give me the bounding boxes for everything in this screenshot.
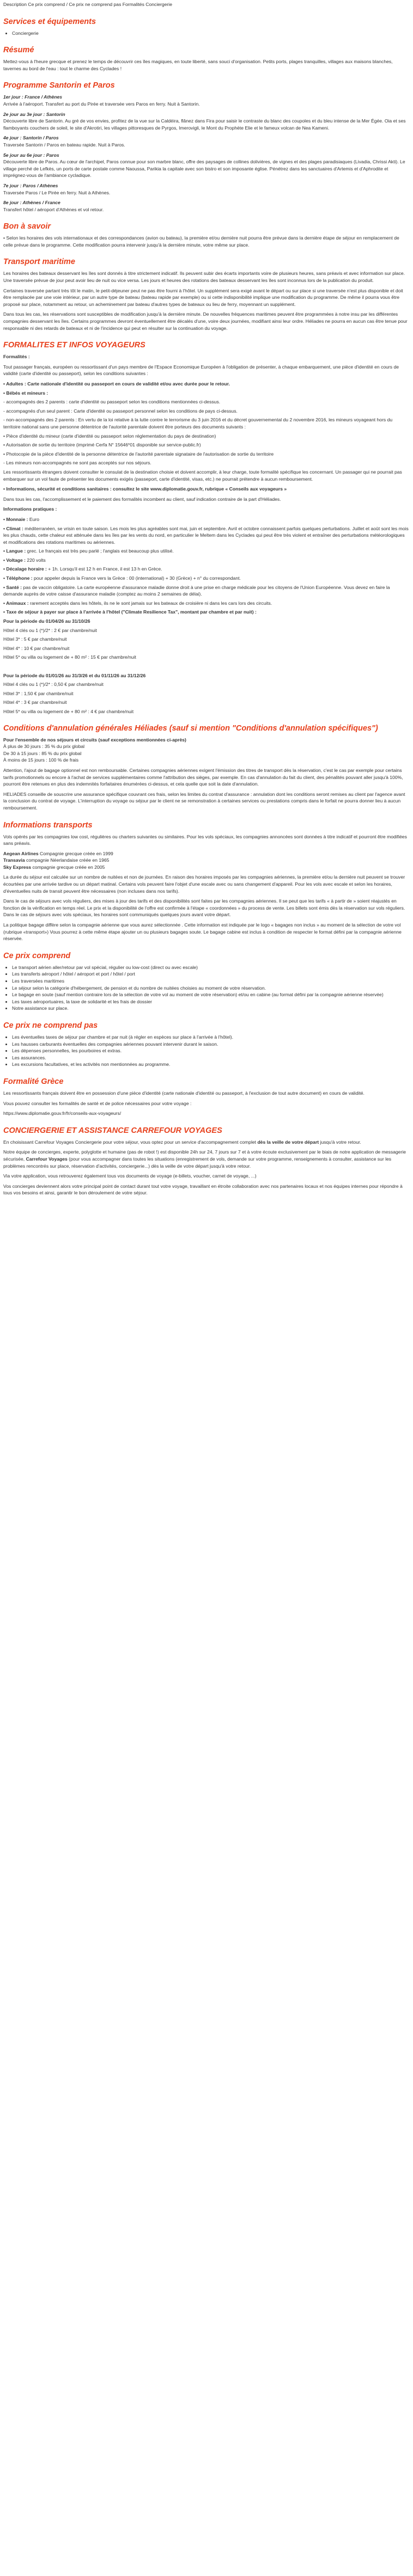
document (0, 0, 413, 1211)
pratiques-label: • Téléphone : (3, 575, 33, 581)
annulation-text (3, 767, 410, 812)
programme-day-title: 2e jour au 3e jour : Santorin (3, 111, 65, 117)
pratiques-title: Informations pratiques : (3, 506, 57, 512)
pratiques-item (3, 663, 410, 670)
bon-savoir-item: • Selon les horaires des vols internationaux et des correspondances (avion ou bateau), la première et/ou dernière nuit pourra être prévue dans la dernière étape de séjour en remplacement de celle prévue dans le programme. Cette modification pourra intervenir jusqu'à la dernière minute, votre même sur place. (3, 235, 399, 248)
pratiques-item: Hôtel 4 clés ou 1 (*)/2* : 0,50 € par chambre/nuit (3, 682, 104, 688)
formalites-list (3, 381, 410, 467)
services-list (3, 30, 410, 37)
annulation-paragraph: HELIADES conseille de souscrire une assurance spécifique couvrant ces frais, selon les limites du contrat d'assurance : annulation dont les conditions seront remises au client par l'agence avant la conclusion du contrat de voyage. L'interruption du voyage ou séjour par le client ne se remonstration à certaines services ou prestations compris dans le forfait ne pourra donner lieu à aucun remboursement. (3, 791, 405, 811)
airline-name: Sky Express (3, 864, 32, 870)
transport-paragraph: Les horaires des bateaux desservant les îles sont donnés à titre strictement indicatif. Ils peuvent subir des écarts importants voire de plusieurs heures, sans préavis et avec information sur place. Une traversée prévue de jour peut avoir lieu de nuit ou vice versa. Les jours et heures des rotations des bateaux desservant les îles sont inconnus lors de la publication du produit. (3, 271, 405, 284)
formalites-item: - accompagnés des 2 parents : carte d'identité ou passeport selon les conditions mentionnées ci-dessus. (3, 399, 221, 405)
tab-links[interactable]: Description Ce prix comprend / Ce prix ne comprend pas Formalités Conciergerie (3, 2, 172, 7)
pratiques-item: • Langue : grec. Le français est très peu parlé ; l'anglais est beaucoup plus utilisé. (3, 548, 174, 554)
transport-info-text (3, 833, 410, 942)
formalites-paragraph: Tout passager français, européen ou ressortissant d'un pays membre de l'Espace Economique Européen à l'obligation de présenter, à chaque embarquement, une pièce d'identité en cours de validité (carte d'identité ou passeport), selon les conditions suivantes : (3, 364, 399, 377)
pratiques-label: • Taxe de séjour à payer sur place à l'arrivée à l'hôtel ("Climate Resilience Tax", montant par chambre et par nuit) : (3, 609, 257, 615)
programme-day-title: 8e jour : Athènes / France (3, 200, 60, 206)
prix-ne-comprend-item: • Les dépenses personnelles, les pourboires et extras. (12, 1047, 410, 1054)
pratiques-item: Hôtel 5* ou villa ou logement de + 80 m² : 4 € par chambre/nuit (3, 708, 134, 714)
programme-day (3, 152, 410, 179)
transport-title: Transport maritime (3, 257, 75, 267)
airline-list (3, 850, 410, 871)
programme-day-text: Traversée Paros / Le Pirée en ferry. Nuit à Athènes. (3, 189, 111, 195)
pratiques-item: Pour la période du 01/04/26 au 31/10/26 (3, 618, 90, 624)
formalites-text2 (3, 469, 410, 502)
pratiques-item: • Santé : pas de vaccin obligatoire. La carte européenne d'assurance maladie donne droit à une prise en charge médicale pour les citoyens de l'Union Européenne. Vous devez en faire la demande auprès de votre caisse d'assurance maladie (comptez au moins 2 semaines de délai). (3, 584, 390, 597)
bon-savoir-list (3, 235, 410, 248)
formalite-paragraph: Les ressortissants français doivent être en possession d'une pièce d'identité (carte nationale d'identité ou passeport, à l'exclusion de tout autre document) en cours de validité. (3, 1090, 365, 1096)
pratiques-item: • Voltage : 220 volts (3, 557, 46, 563)
pratiques-label: • Animaux : (3, 600, 29, 606)
transport-info-paragraph: La politique bagage diffère selon la compagnie aérienne que vous aurez sélectionnée . Cette information est indiquée par le logo « bagages non inclus » au moment de la sélection de votre vol (rubrique «transport») Vous pourrez à cette même étape ajouter un ou plusieurs bagages soute. Le bagage cabine est inclus à condition de respecter le format défini par la compagnie aérienne réservée. (3, 922, 402, 942)
formalite-grece-title: Formalité Grèce (3, 1077, 64, 1086)
formalite-paragraph: Vous pouvez consulter les formalités de santé et de police nécessaires pour votre voyage : (3, 1100, 192, 1106)
pratiques-item: Hôtel 3* : 5 € par chambre/nuit (3, 636, 67, 642)
prix-comprend-title: Ce prix comprend (3, 951, 71, 960)
pratiques-item (3, 609, 410, 616)
pratiques-label: • Décalage horaire : (3, 566, 47, 572)
prix-ne-comprend-title: Ce prix ne comprend pas (3, 1021, 98, 1030)
programme-day (3, 111, 410, 132)
pratiques-item: • Monnaie : Euro (3, 516, 40, 522)
prix-comprend-item: • Les traversées maritimes (12, 978, 410, 985)
services-item: • Conciergerie (12, 30, 410, 37)
pratiques-list (3, 516, 410, 715)
annulation-line: À moins de 15 jours : 100 % de frais (3, 757, 79, 763)
annulation-line: De 30 à 15 jours : 85 % du prix global (3, 750, 82, 756)
formalites-subtitle: Formalités : (3, 354, 30, 360)
prix-comprend-item: • Les taxes aéroportuaires, la taxe de solidarité et les frais de dossier (12, 998, 410, 1005)
conciergerie-paragraph: En choisissant Carrefour Voyages Conciergerie pour votre séjour, vous optez pour un service d'accompagnement complet dès la veille de votre départ jusqu'à votre retour. (3, 1139, 361, 1145)
transport-text (3, 270, 410, 332)
programme-day-title: 1er jour : France / Athènes (3, 94, 63, 100)
formalites-item: - non-accompagnés des 2 parents : En vertu de la loi relative à la lutte contre le terrorisme du 3 juin 2016 et du décret gouvernemental du 2 novembre 2016, les mineurs voyageant hors du territoire national sans une personne détentrice de l'autorité parentale doivent être porteurs des documents suivants : (3, 417, 393, 430)
programme-day (3, 182, 410, 196)
programme-day-text: Arrivée à l'aéroport. Transfert au port du Pirée et traversée vers Paros en ferry. Nuit à Santorin. (3, 101, 200, 107)
formalites-paragraph: Dans tous les cas, l'accomplissement et le paiement des formalités incombent au client, sauf indication contraire de la part d'Héliades. (3, 496, 281, 502)
transport-info-paragraph: Dans le cas de séjours avec vols réguliers, des mises à jour des tarifs et des disponibilités sont faites par les compagnies aériennes. Il se peut que les tarifs « à partir de » soient réajustés en fonction de la vérification en temps réel. Le prix et la disponibilité de l'offre est confirmée à l'étape « coordonnées » du process de vente. Les billets sont émis dès la réservation sur vols réguliers. Dans le cas de séjours avec vols spéciaux, les horaires sont communiqués quelques jours avant votre départ. (3, 898, 405, 918)
programme-day-title: 5e jour au 6e jour : Paros (3, 152, 59, 158)
airline-row: Aegean Airlines Compagnie grecque créée en 1999 (3, 850, 113, 856)
annulation-lines (3, 737, 410, 764)
programme-day-title: 4e jour : Santorin / Paros (3, 135, 59, 141)
conciergerie-paragraph: Notre équipe de concierges, experte, polyglotte et humaine (pas de robot !) est disponible 24h sur 24, 7 jours sur 7 et à votre écoute exclusivement par le biais de notre application de messagerie sécurisée, Carrefour Voyages (pour vous accompagner dans toutes les situations (enregistrement de vols, demande sur votre programme, renseignements à consulter, assistance sur les problèmes rencontrés sur place, réservation d'activités, conciergerie...) dès la veille de votre départ jusqu'à votre retour. (3, 1149, 406, 1169)
prix-ne-comprend-item: • Les éventuelles taxes de séjour par chambre et par nuit (à régler en espèces sur place à l'arrivée à l'hôtel). (12, 1034, 410, 1041)
transport-info-paragraph: Vols opérés par les compagnies low cost, régulières ou charters suivantes ou similaires. Pour les vols spéciaux, les compagnies annoncées sont données à titre indicatif et pourront être modifiées sans préavis. (3, 833, 407, 847)
conciergerie-bold: Carrefour Voyages (26, 1156, 68, 1162)
airline-name: Transavia (3, 857, 25, 863)
programme-day-text: Traversée Santorin / Paros en bateau rapide. Nuit à Paros. (3, 142, 125, 148)
resume-title: Résumé (3, 46, 34, 55)
pratiques-item: Hôtel 4* : 3 € par chambre/nuit (3, 700, 67, 706)
diplomatie-link[interactable]: https://www.diplomatie.gouv.fr/fr/conseils-aux-voyageurs/ (3, 1111, 122, 1117)
pratiques-item: • Décalage horaire : + 1h. Lorsqu'il est 12 h en France, il est 13 h en Grèce. (3, 566, 162, 572)
formalites-item: • Photocopie de la pièce d'identité de la personne détentrice de l'autorité parentale signataire de l'autorisation de sortie du territoire (3, 451, 274, 457)
pratiques-item: Hôtel 4* : 10 € par chambre/nuit (3, 645, 70, 651)
formalites-item: • Bébés et mineurs : (3, 390, 48, 396)
annulation-title: Conditions d'annulation générales Héliades (sauf si mention "Conditions d'annulation spécifiques") (3, 723, 378, 733)
programme-day-text: Transfert hôtel / aéroport d'Athènes et vol retour. (3, 206, 104, 212)
prix-comprend-item: • Le transport aérien aller/retour par vol spécial, régulier ou low-cost (direct ou avec escale) (12, 964, 410, 971)
bon-savoir-title: Bon à savoir (3, 222, 51, 231)
prix-ne-comprend-item: • Les hausses carburants éventuelles des compagnies aériennes pouvant intervenir durant le saison. (12, 1041, 410, 1048)
pratiques-label: • Voltage : (3, 557, 26, 563)
pratiques-label: • Santé : (3, 584, 22, 590)
formalites-item: • Pièce d'identité du mineur (carte d'identité ou passeport selon réglementation du pays de destination) (3, 433, 216, 439)
airline-row: Sky Express compagnie grecque créée en 2005 (3, 864, 105, 870)
pratiques-item: Hôtel 3* : 1,50 € par chambre/nuit (3, 690, 74, 696)
formalite-grece-text (3, 1090, 410, 1117)
formalites-paragraph: Les ressortissants étrangers doivent consulter le consulat de la destination choisie et doivent accomplir, à leur charge, toute formalité spécifique les concernant. Un passager qui ne pourrait pas embarquer sur un vol faute de présenter les documents exigés (passeport, carte d'identité, visas, etc.) ne pourrait prétendre à aucun remboursement. (3, 469, 402, 482)
formalites-title: FORMALITES ET INFOS VOYAGEURS (3, 341, 145, 350)
pratiques-item: • Climat : méditerranéen, se vrisin en toute saison. Les mois les plus agréables sont mai, juin et septembre. Avril et octobre connaissent parfois quelques perturbations. Juillet et août sont les mois les plus chauds, cette chaleur est atténuée dans les îles par les vents du nord, en particulier le Meltem dans les Cyclades qui peut être très violent et entraîner des perturbations météorologiques et modifications des rotations maritimes ou aériennes. (3, 525, 409, 545)
programme-day-text: Découverte libre de Santorin. Au gré de vos envies, profitez de la vue sur la Caldéira, flânez dans Fira pour saisir le contraste du blanc des coupoles et du bleu intense de la Mer Égée. Oia et ses flamboyants couchers de soleil, le site d'Akrotiri, les villages pittoresques de Pyrgos, Imerovigli, le Mont du Prophète Elie et le fameux volcan de Nea Kameni. (3, 118, 406, 131)
transport-info-paragraph: La durée du séjour est calculée sur un nombre de nuitées et non de journées. En raison des horaires imposés par les compagnies aériennes, la première et/ou la dernière nuit peuvent se trouver écourtées par une arrivée tardive ou un départ matinal. Certains vols peuvent faire l'objet d'une escale avec ou sans changement d'appareil. Pour les vols avec escale et selon les horaires, d'éventuelles nuits de transit peuvent être nécessaires (non incluses dans nos tarifs). (3, 874, 405, 894)
programme-day-text: Découverte libre de Paros. Au cœur de l'archipel, Paros connue pour son marbre blanc, offre des paysages de collines dolivières, de vignes et des plages paradisiaques (Livadia, Chrissi Akti). Le village perché de Lefkès, un ports de carte postale comme Naoussa, Parikia la capitale avec son bistro et son imposante église. Pénétrez dans les sanctuaires d'Artemis et d'Aphrodite et imprégnez-vous de l'ambiance cycladique. (3, 159, 405, 179)
pratiques-item: Hôtel 4 clés ou 1 (*)/2* : 2 € par chambre/nuit (3, 627, 97, 633)
programme-title: Programme Santorin et Paros (3, 81, 115, 90)
prix-ne-comprend-item: • Les assurances. (12, 1054, 410, 1062)
transport-info-title: Informations transports (3, 820, 93, 830)
conciergerie-bold: dès la veille de votre départ (257, 1139, 319, 1145)
prix-comprend-item: • Notre assistance sur place. (12, 1005, 410, 1012)
conciergerie-title: CONCIERGERIE ET ASSISTANCE CARREFOUR VOYAGES (3, 1126, 222, 1135)
programme-day (3, 134, 410, 148)
annulation-line: Pour l'ensemble de nos séjours et circuits (sauf exceptions mentionnées ci-après) (3, 737, 186, 743)
prix-comprend-item: • Le séjour selon la catégorie d'hébergement, de pension et du nombre de nuitées choisies au moment de votre réservation. (12, 985, 410, 992)
resume-text: Mettez-vous à l'heure grecque et prenez le temps de découvrir ces îles magiques, en toute liberté, sans souci d'organisation. Petits ports, plages tranquilles, villages aux maisons blanches, tavernes au bord de l'eau : tout le charme des Cyclades ! (3, 59, 393, 71)
prix-comprend-item: • Le bagage en soute (sauf mention contraire lors de la sélection de votre vol au moment de votre réservation) et/ou en cabine (au format défini par la compagnie aérienne réservée) (12, 991, 410, 998)
programme-day-title: 7e jour : Paros / Athènes (3, 182, 58, 188)
conciergerie-text (3, 1139, 410, 1197)
prix-ne-comprend-item: • Les excursions facultatives, et les activités non mentionnées au programme. (12, 1061, 410, 1068)
pratiques-label: • Monnaie : (3, 516, 28, 522)
formalites-intro (3, 364, 410, 377)
prix-comprend-item: • Les transferts aéroport / hôtel / aéroport et port / hôtel / port (12, 971, 410, 978)
transport-paragraph: Dans tous les cas, les réservations sont susceptibles de modification jusqu'à la dernière minute. De nouvelles fréquences maritimes peuvent être programmées à notre insu par les différentes compagnies desservant les îles. Certains programmes devront éventuellement être décalés d'une, voire deux journées, modifiant ainsi leur ordre. Héliades ne pourra en aucun cas être tenue pour responsable ni des retards de bateaux et ni de l'incidence qui peut en résulter sur la continuation du voyage. (3, 311, 408, 331)
programme-day (3, 199, 410, 213)
pratiques-item: Pour la période du 01/01/26 au 31/3/26 et du 01/11/26 au 31/12/26 (3, 672, 146, 678)
annulation-paragraph: Attention, l'ajout de bagage optionnel est non remboursable. Certaines compagnies aériennes exigent l'émission des titres de transport dès la réservation, c'est le cas par exemple pour certains tarifs promotionnels ou encore à l'achat de services supplémentaires comme l'attribution des sièges, par exemple. En cas d'annulation du fait du client, des pénalités pouvant aller jusqu'à 100%, pourront être retenues en plus des indemnités forfaitaires énumérées ci-dessus, et cela quelle que soit la date d'annulation. (3, 767, 403, 787)
airline-row: Transavia compagnie Néerlandaise créée en 1965 (3, 857, 110, 863)
airline-name: Aegean Airlines (3, 850, 39, 856)
pratiques-item: • Animaux : rarement acceptés dans les hôtels, ils ne le sont jamais sur les bateaux de croisière ni dans les cars lors des circuits. (3, 600, 272, 606)
services-title: Services et équipements (3, 17, 96, 26)
conciergerie-paragraph: Vos concierges deviennent alors votre principal point de contact durant tout votre voyage, travaillant en étroite collaboration avec nos partenaires locaux et nos équipes internes pour répondre à tous vos besoins et ainsi, garantir le bon déroulement de votre séjour. (3, 1183, 403, 1196)
conciergerie-paragraph: Via votre application, vous retrouverez également tous vos documents de voyage (e-billets, voucher, carnet de voyage, ...) (3, 1173, 257, 1179)
programme-day (3, 94, 410, 107)
prix-comprend-list (3, 964, 410, 1012)
formalites-paragraph: • Informations, sécurité et conditions sanitaires : consultez le site www.diplomatie.gouv.fr, rubrique « Conseils aux voyageurs » (3, 486, 287, 492)
programme-days (3, 94, 410, 213)
formalites-item: - Les mineurs non-accompagnés ne sont pas acceptés sur nos séjours. (3, 460, 151, 466)
pratiques-item: • Téléphone : pour appeler depuis la France vers la Grèce : 00 (international) + 30 (Grèce) + n° du correspondant. (3, 575, 241, 581)
formalites-item: • Adultes : Carte nationale d'identité ou passeport en cours de validité et/ou avec durée pour le retour. (3, 381, 230, 387)
transport-paragraph: Certaines traversée partant très tôt le matin, le petit-déjeuner peut ne pas être fourni à l'hôtel. Un supplément sera exigé avant le départ ou sur place si une traversée n'est plus disponible et doit être remplacée par une voie intérieur, par un autre type de bateau (bateau rapide par exemple) ou si cette indisponibilité implique une modification du programme. De même il pourra vous être proposé sur place, notamment au retour, un acheminement par bateau d'autres types de bateaux ou lieu de ferry, moyennant un supplément. (3, 287, 403, 307)
pratiques-label: • Langue : (3, 548, 26, 554)
prix-ne-comprend-list (3, 1034, 410, 1068)
formalites-item: • Autorisation de sortie du territoire (imprimé Cerfa N° 15646*01 disponible sur service-public.fr) (3, 442, 201, 448)
pratiques-label: • Climat : (3, 525, 23, 531)
formalites-item: - accompagnés d'un seul parent : Carte d'identité ou passeport personnel selon les conditions de pays ci-dessus. (3, 408, 238, 414)
annulation-line: À plus de 30 jours : 35 % du prix global (3, 744, 85, 750)
pratiques-item: Hôtel 5* ou villa ou logement de + 80 m² : 15 € par chambre/nuit (3, 654, 136, 660)
